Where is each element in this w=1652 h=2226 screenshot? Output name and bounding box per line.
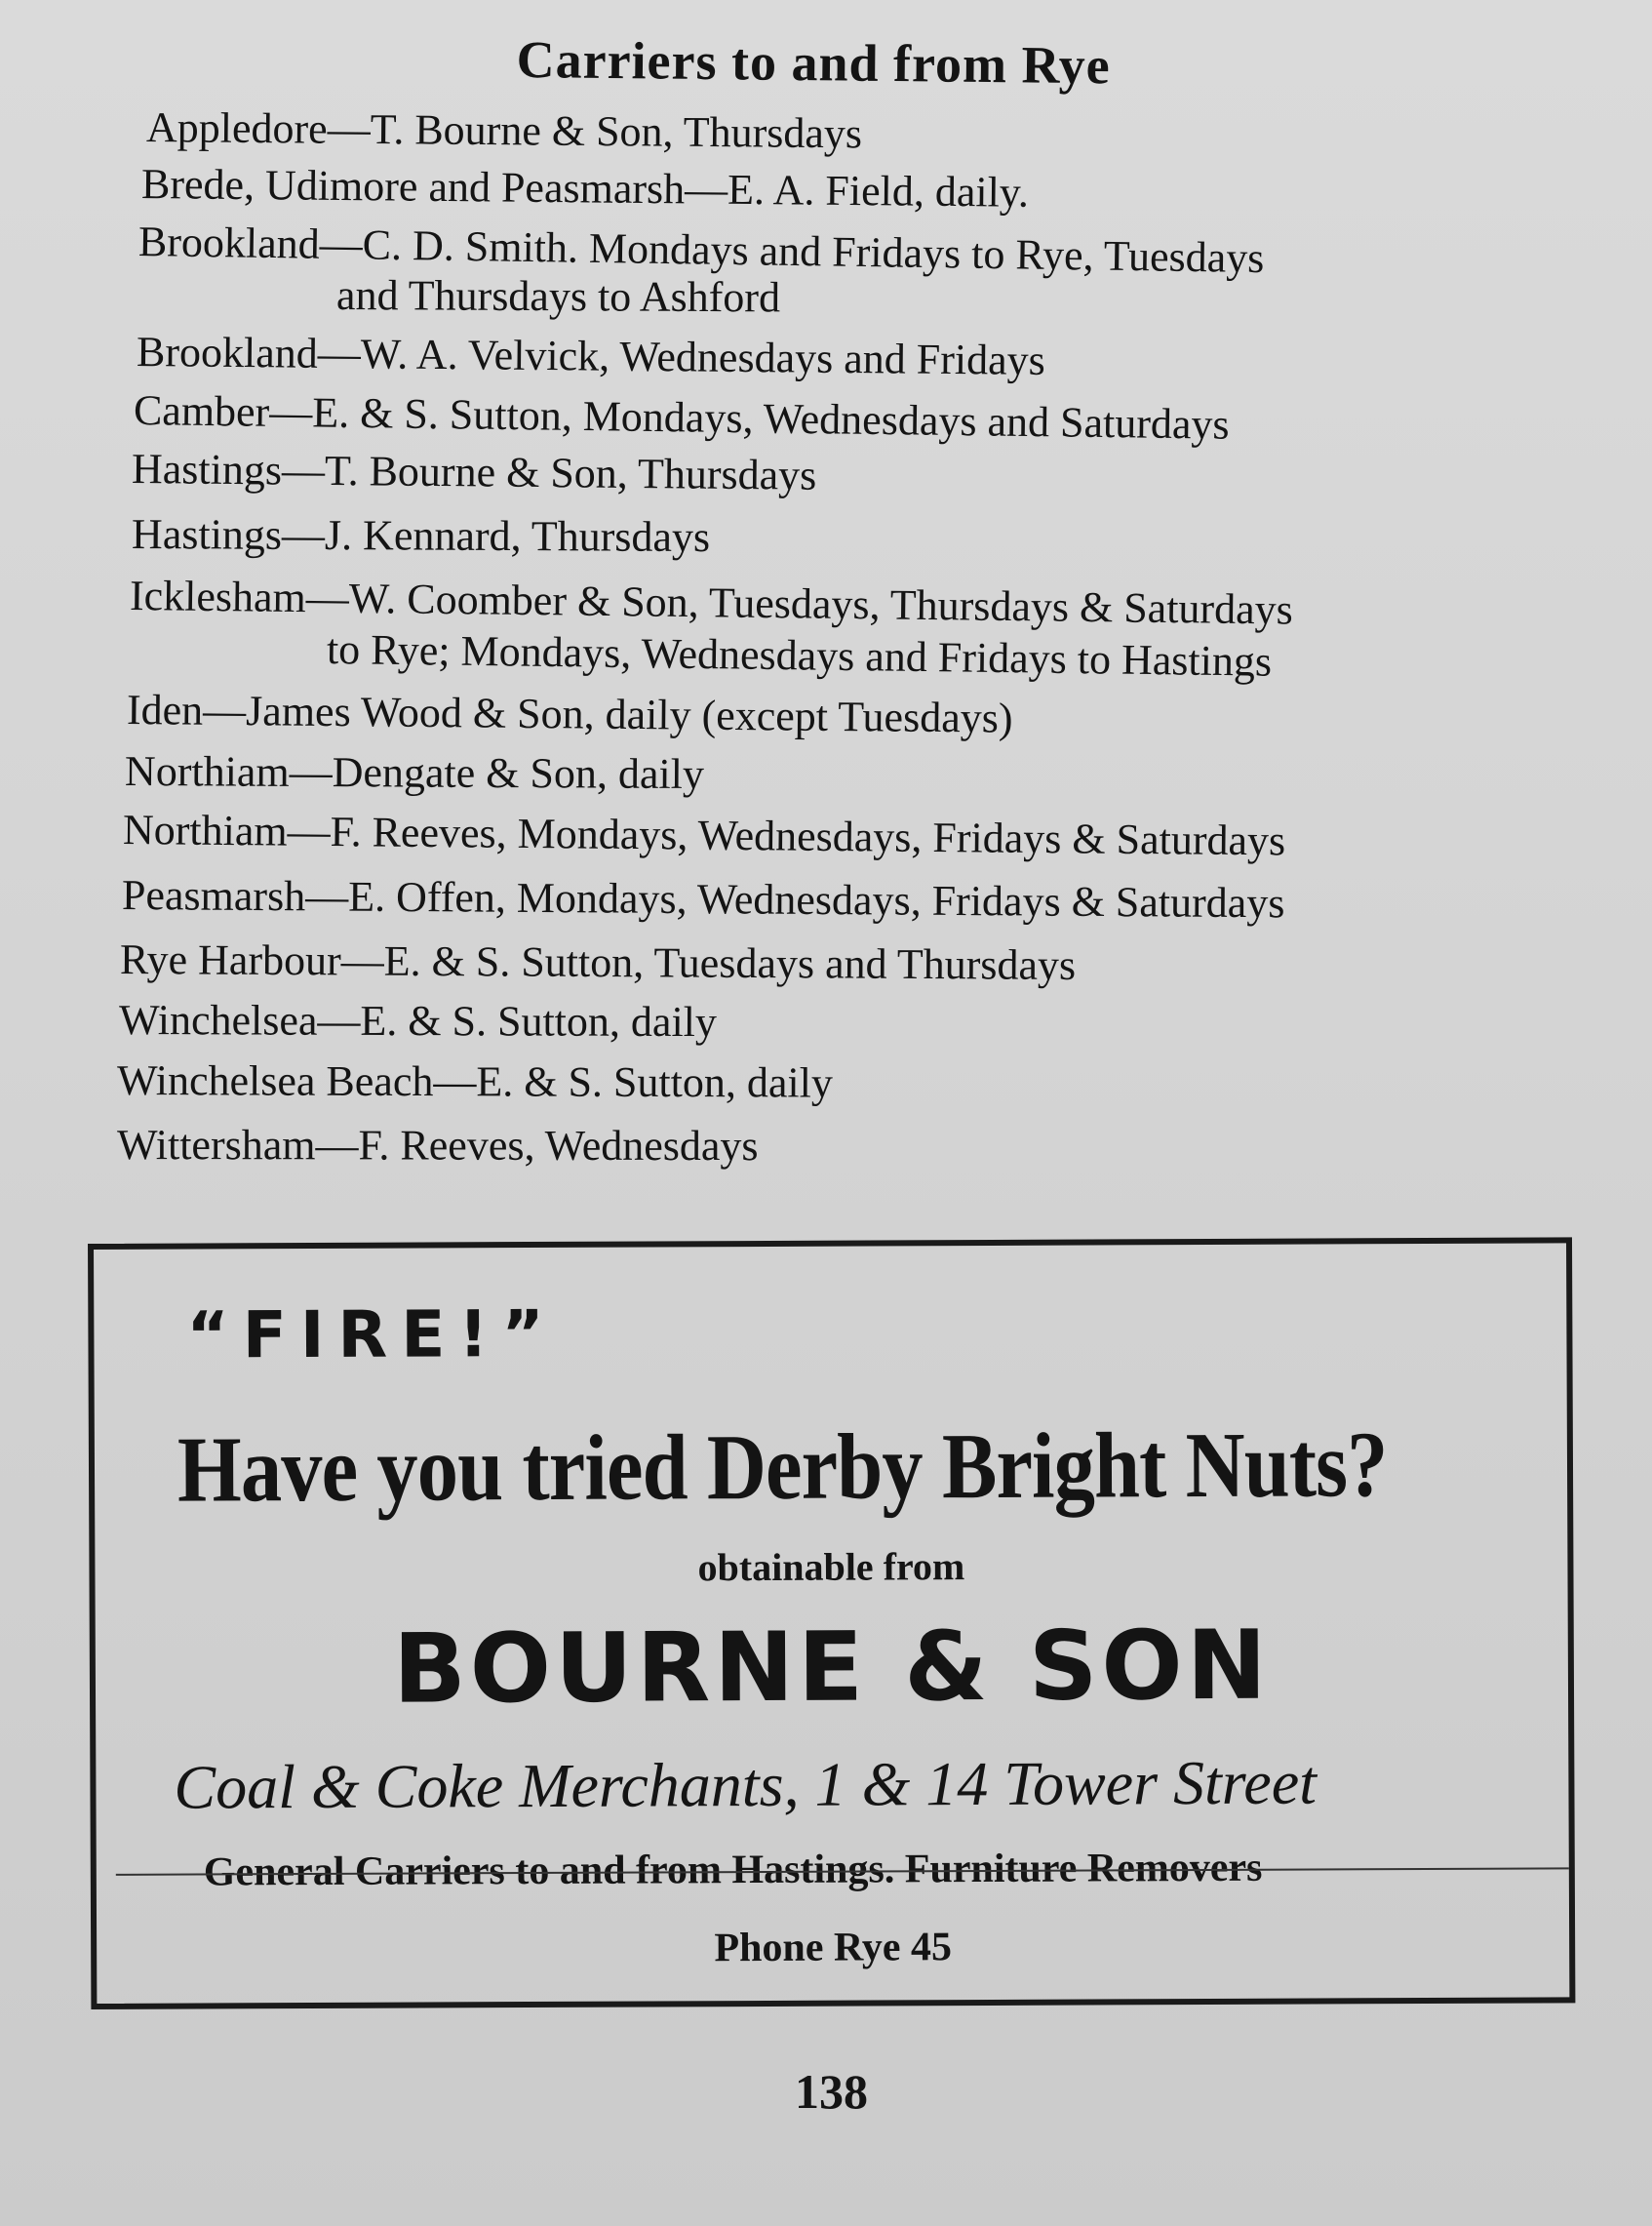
list-item: [120, 934, 1076, 991]
list-item: [117, 1120, 759, 1172]
entry-detail: T. Bourne & Son, Thursdays: [370, 105, 863, 158]
entry-separator: —: [315, 1121, 359, 1170]
entry-place: Wittersham: [116, 1121, 316, 1170]
entry-place: Camber: [133, 386, 270, 436]
ad-headline: Have you tried Derby Bright Nuts?: [177, 1411, 1388, 1522]
entry-separator: —: [317, 329, 361, 378]
entry-detail: E. & S. Sutton, Tuesdays and Thursdays: [383, 936, 1077, 989]
list-item: [123, 805, 1286, 866]
entry-place: Icklesham: [129, 572, 307, 622]
entry-separator: —: [268, 387, 313, 437]
ad-merchants-line: Coal & Coke Merchants, 1 & 14 Tower Street: [174, 1747, 1318, 1822]
entry-place: Hastings: [131, 510, 283, 559]
entry-separator: —: [327, 104, 371, 154]
entry-separator: —: [319, 219, 364, 269]
entry-place: Northiam: [122, 806, 288, 855]
entry-detail: W. A. Velvick, Wednesdays and Fridays: [360, 330, 1045, 384]
entry-continuation: to Rye; Mondays, Wednesdays and Fridays to Hastings: [326, 625, 1273, 686]
ad-obtainable-text: obtainable from: [697, 1544, 965, 1590]
entry-place: Winchelsea: [118, 996, 318, 1045]
list-item: [146, 102, 863, 159]
entry-separator: —: [317, 996, 361, 1045]
list-item: [130, 571, 1293, 636]
ad-phone: Phone Rye 45: [714, 1925, 953, 1971]
list-item: [125, 746, 704, 800]
entry-separator: —: [281, 446, 326, 495]
entry-place: Brede, Udimore and Peasmarsh: [140, 160, 686, 214]
entry-detail: F. Reeves, Mondays, Wednesdays, Fridays & Saturdays: [330, 808, 1286, 865]
entry-detail: J. Kennard, Thursdays: [324, 511, 711, 562]
list-item: [137, 327, 1045, 386]
entry-place: Hastings: [131, 445, 283, 495]
list-item: [134, 385, 1230, 451]
entry-detail: E. & S. Sutton, daily: [360, 996, 718, 1047]
list-item: [117, 1055, 833, 1109]
entry-place: Winchelsea Beach: [116, 1056, 434, 1106]
entry-separator: —: [684, 165, 728, 214]
entry-detail: E. A. Field, daily.: [727, 165, 1030, 217]
ad-fire-heading: “FIRE!”: [186, 1295, 558, 1373]
entry-separator: —: [287, 807, 331, 856]
entry-place: Brookland: [136, 328, 318, 378]
list-item: [127, 685, 1013, 744]
page-title: Carriers to and from Rye: [516, 29, 1111, 96]
advertisement: [88, 1237, 1575, 2009]
entry-place: Appledore: [145, 103, 328, 153]
entry-detail: James Wood & Son, daily (except Tuesdays): [245, 687, 1013, 742]
entry-continuation: and Thursdays to Ashford: [335, 271, 781, 322]
entry-detail: E. & S. Sutton, daily: [476, 1057, 833, 1107]
page-number: 138: [795, 2064, 868, 2119]
ad-company-name: BOURNE & SON: [392, 1610, 1271, 1726]
list-item: [122, 870, 1285, 929]
list-item-continuation: [336, 270, 780, 323]
entry-separator: —: [202, 686, 247, 735]
list-item: [119, 995, 717, 1048]
entry-place: Peasmarsh: [121, 871, 306, 921]
entry-separator: —: [305, 574, 350, 622]
entry-separator: —: [340, 936, 384, 985]
entry-detail: W. Coomber & Son, Tuesdays, Thursdays & Saturdays: [348, 574, 1294, 634]
entry-separator: —: [433, 1057, 477, 1106]
entry-detail: C. D. Smith. Mondays and Fridays to Rye, Tuesdays: [362, 220, 1265, 283]
list-item: [132, 509, 710, 563]
entry-detail: Dengate & Son, daily: [332, 748, 705, 799]
entry-place: Iden: [126, 686, 204, 735]
entry-place: Rye Harbour: [119, 935, 341, 985]
entry-place: Brookland: [138, 218, 321, 268]
entry-separator: —: [289, 747, 333, 797]
entry-detail: E. & S. Sutton, Mondays, Wednesdays and Saturdays: [311, 388, 1230, 449]
entry-detail: T. Bourne & Son, Thursdays: [324, 446, 817, 499]
entry-separator: —: [281, 510, 326, 560]
list-item: [132, 444, 817, 501]
list-item-continuation: [327, 624, 1273, 688]
entry-separator: —: [305, 872, 349, 921]
entry-place: Northiam: [124, 747, 290, 796]
list-item: [141, 159, 1029, 219]
ad-carriers-line: General Carriers to and from Hastings. Furniture Removers: [203, 1845, 1263, 1895]
entry-detail: E. Offen, Mondays, Wednesdays, Fridays & Saturdays: [348, 872, 1285, 928]
entry-detail: F. Reeves, Wednesdays: [358, 1121, 759, 1171]
